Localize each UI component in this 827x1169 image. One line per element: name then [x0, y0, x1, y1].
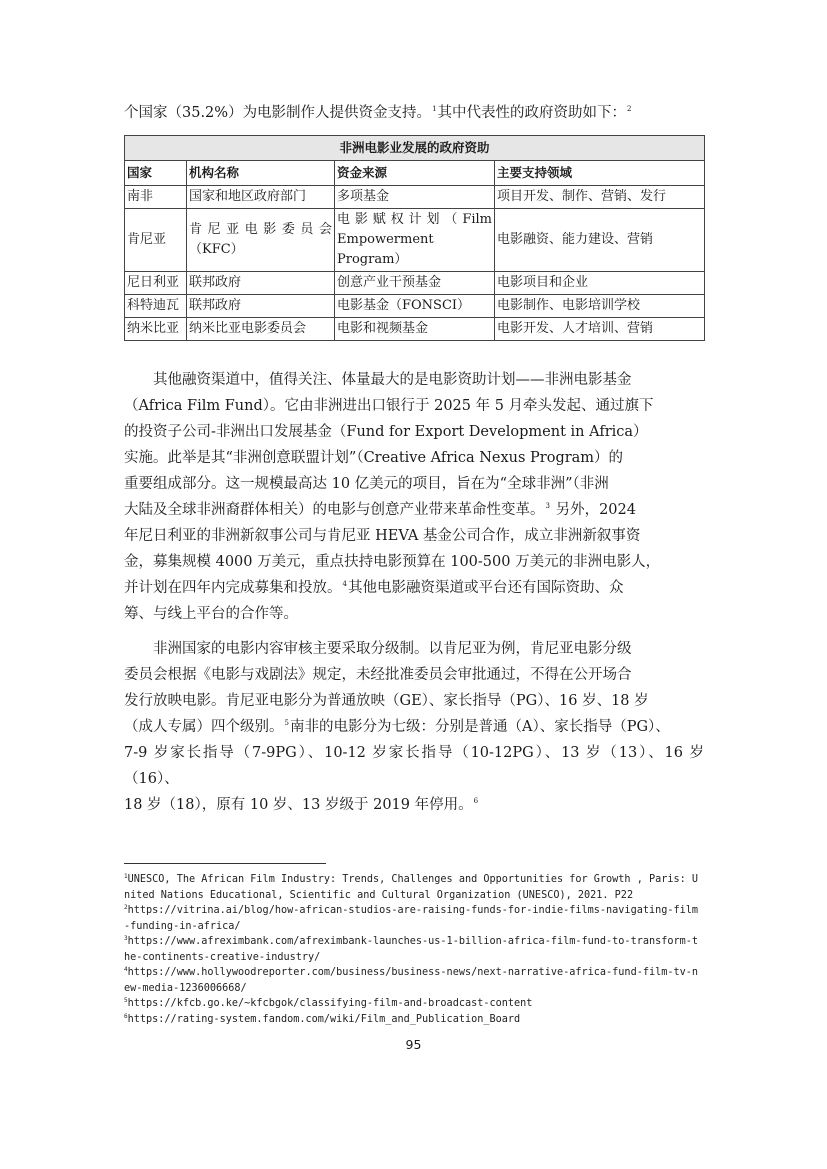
- cell-support-areas: 电影融资、能力建设、营销: [495, 209, 705, 272]
- paragraph-line-6: [124, 497, 704, 523]
- cell-funding-source: 创意产业干预基金: [335, 272, 495, 295]
- paragraph-line: 非洲国家的电影内容审核主要采取分级制。以肯尼亚为例，肯尼亚电影分级: [153, 641, 632, 657]
- cell-country: 尼日利亚: [125, 272, 187, 295]
- cell-support-areas: 电影开发、人才培训、营销: [495, 318, 705, 341]
- table-row: [125, 186, 705, 209]
- footnote-ref-2[interactable]: 2: [627, 105, 632, 113]
- paragraph-text: 大陆及全球非洲裔群体相关）的电影与创意产业带来革命性变革。: [124, 502, 545, 518]
- cell-funding-source: 多项基金: [335, 186, 495, 209]
- footnote-text: UNESCO, The African Film Industry: Trends, Challenges and Opportunities for Growth , Paris: United Nations Educational, Scientific and Cultural Organization (UNESCO), 2021. P22: [124, 874, 699, 901]
- footnote-separator: [124, 863, 326, 864]
- paragraph-line-4: [124, 714, 704, 740]
- footnote-link[interactable]: https://kfcb.go.ke/~kfcbgok/classifying-film-and-broadcast-content: [127, 998, 533, 1009]
- footnote-number: 2: [124, 904, 128, 911]
- footnote-item[interactable]: [124, 965, 704, 996]
- intro-text: 个国家（35.2%）为电影制作人提供资金支持。: [124, 105, 432, 121]
- paragraph-line: 年尼日利亚的非洲新叙事公司与肯尼亚 HEVA 基金公司合作，成立非洲新叙事资: [124, 528, 641, 544]
- cell-agency: 纳米比亚电影委员会: [187, 318, 335, 341]
- paragraph-line: 其他融资渠道中，值得关注、体量最大的是电影资助计划——非洲电影基金: [153, 372, 632, 388]
- paragraph-line: （Africa Film Fund）。它由非洲进出口银行于 2025 年 5 月牵头发起、通过旗下: [124, 398, 654, 414]
- cell-support-areas: 项目开发、制作、营销、发行: [495, 186, 705, 209]
- paragraph-text: 18 岁（18），原有 10 岁、13 岁级于 2019 年停用。: [124, 797, 473, 813]
- column-header-agency: 机构名称: [187, 161, 335, 186]
- cell-agency: 肯尼亚电影委员会（KFC）: [187, 209, 335, 272]
- footnote-number: 5: [124, 997, 128, 1004]
- paragraph-film-rating: [124, 636, 704, 818]
- paragraph-line: 发行放映电影。肯尼亚电影分为普通放映（GE）、家长指导（PG）、16 岁、18 岁: [124, 693, 649, 709]
- cell-agency: 联邦政府: [187, 272, 335, 295]
- footnote-ref-1[interactable]: 1: [432, 105, 437, 113]
- paragraph-line: 金，募集规模 4000 万美元，重点扶持电影预算在 100-500 万美元的非洲电影人，: [124, 554, 661, 570]
- cell-agency: 国家和地区政府部门: [187, 186, 335, 209]
- cell-funding-source: 电影和视频基金: [335, 318, 495, 341]
- footnote-item[interactable]: [124, 934, 704, 965]
- footnote-number: 3: [124, 935, 128, 942]
- footnote-item[interactable]: [124, 1012, 704, 1028]
- column-header-support-areas: 主要支持领域: [495, 161, 705, 186]
- column-header-funding-source: 资金来源: [335, 161, 495, 186]
- cell-funding-source: 电影基金（FONSCI）: [335, 295, 495, 318]
- footnote-ref-4[interactable]: 4: [342, 580, 347, 588]
- footnote-link[interactable]: https://www.hollywoodreporter.com/business/business-news/next-narrative-africa-fund-film-tv-new-media-1236006668/: [124, 967, 699, 994]
- paragraph-line: 筹、与线上平台的合作等。: [124, 606, 298, 622]
- footnote-ref-3[interactable]: 3: [545, 502, 550, 510]
- paragraph-line: 实施。此举是其“非洲创意联盟计划”（Creative Africa Nexus Program）的: [124, 450, 624, 466]
- paragraph-line-9: [124, 575, 704, 601]
- table-row: [125, 272, 705, 295]
- footnotes: [124, 872, 704, 1027]
- cell-country: 南非: [125, 186, 187, 209]
- cell-country: 肯尼亚: [125, 209, 187, 272]
- cell-support-areas: 电影项目和企业: [495, 272, 705, 295]
- footnote-number: 6: [124, 1012, 128, 1020]
- footnote-ref-5[interactable]: 5: [284, 719, 289, 727]
- paragraph-text: 另外，2024: [550, 502, 636, 518]
- footnote-item: [124, 872, 704, 903]
- paragraph-line: 委员会根据《电影与戏剧法》规定，未经批准委员会审批通过，不得在公开场合: [124, 667, 632, 683]
- paragraph-text: 南非的电影分为七级：分别是普通（A）、家长指导（PG）、: [289, 719, 670, 735]
- paragraph-line-6: [124, 792, 704, 818]
- footnote-item[interactable]: [124, 903, 704, 934]
- footnote-link[interactable]: https://rating-system.fandom.com/wiki/Film_and_Publication_Board: [127, 1013, 521, 1025]
- government-funding-table: [124, 135, 705, 341]
- paragraph-text: 并计划在四年内完成募集和投放。: [124, 580, 342, 596]
- cell-country: 纳米比亚: [125, 318, 187, 341]
- paragraph-text: （成人专属）四个级别。: [124, 719, 284, 735]
- table-row: [125, 295, 705, 318]
- footnote-link[interactable]: https://www.afreximbank.com/afreximbank-launches-us-1-billion-africa-film-fund-to-transform-the-continents-creative-industry/: [124, 936, 699, 963]
- footnote-number: 1: [124, 873, 128, 880]
- table-row: [125, 209, 705, 272]
- paragraph-line: 的投资子公司-非洲出口发展基金（Fund for Export Development in Africa）: [124, 424, 648, 440]
- paragraph-line: 重要组成部分。这一规模最高达 10 亿美元的项目，旨在为“全球非洲”（非洲: [124, 476, 609, 492]
- footnote-number: 4: [124, 966, 128, 973]
- paragraph-line: 7-9 岁家长指导（7-9PG）、10-12 岁家长指导（10-12PG）、13 岁（13）、16 岁（16）、: [124, 745, 704, 787]
- intro-line: [124, 100, 704, 126]
- table-caption: 非洲电影业发展的政府资助: [125, 136, 705, 161]
- cell-support-areas: 电影制作、电影培训学校: [495, 295, 705, 318]
- footnote-item[interactable]: [124, 996, 704, 1012]
- cell-funding-source: 电影赋权计划（Film Empowerment Program）: [335, 209, 495, 272]
- paragraph-text: 其他电影融资渠道或平台还有国际资助、众: [347, 580, 624, 596]
- cell-agency: 联邦政府: [187, 295, 335, 318]
- intro-text-2: 其中代表性的政府资助如下：: [437, 105, 627, 121]
- page-number: 95: [405, 1037, 422, 1052]
- paragraph-africa-film-fund: [124, 367, 704, 627]
- footnote-ref-6[interactable]: 6: [473, 797, 479, 805]
- column-header-country: 国家: [125, 161, 187, 186]
- table-row: [125, 318, 705, 341]
- footnote-link[interactable]: https://vitrina.ai/blog/how-african-studios-are-raising-funds-for-indie-films-navigating-film-funding-in-africa/: [124, 905, 699, 932]
- cell-country: 科特迪瓦: [125, 295, 187, 318]
